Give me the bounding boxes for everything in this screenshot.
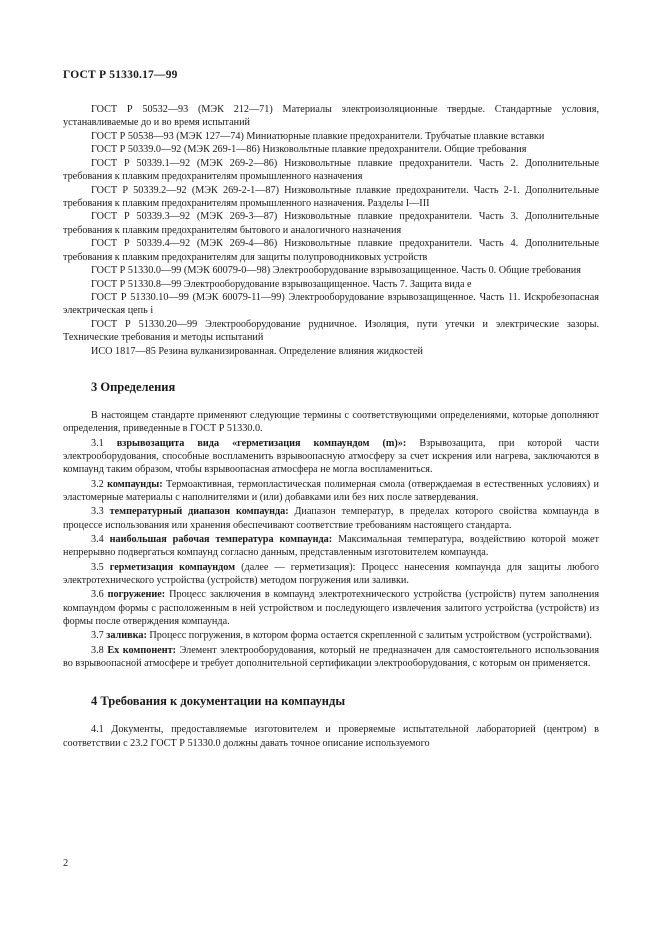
definition-text: (далее — герметизация): Процесс нанесения компаунда для защиты любого электротехнического устройства (устройств) методом погружения или заливки. <box>63 561 600 586</box>
page-number: 2 <box>63 858 69 869</box>
definition-text: Элемент электрооборудования, который не предназначен для самостоятельного использования во взрывоопасной атмосфере и требует дополнительной сертификации электрооборудования, с которым он применяется. <box>63 644 600 670</box>
reference-item: ГОСТ Р 50532—93 (МЭК 212—71) Материалы электроизоляционные твердые. Стандартные условия, устанавливаемые до и во время испытаний <box>63 104 599 129</box>
reference-item: ГОСТ Р 50339.3—92 (МЭК 269-3—87) Низковольтные плавкие предохранители. Часть 3. Дополнительные требования к плавким предохранителям бытового и аналогичного назначения <box>63 211 599 236</box>
definition-number: 3.8 <box>91 644 104 656</box>
definition-text: Процесс погружения, в котором форма остается скрепленной с залитым устройством (устройствами). <box>149 630 592 642</box>
definition-text: Диапазон температур, в пределах которого свойства компаунда в процессе использования или хранения обеспечивают соответствие требованиям настоящего стандарта. <box>63 506 600 531</box>
definition-number: 3.2 <box>91 478 104 490</box>
reference-item: ГОСТ Р 51330.8—99 Электрооборудование взрывозащищенное. Часть 7. Защита вида e <box>91 278 472 290</box>
reference-item: ГОСТ Р 50339.4—92 (МЭК 269-4—86) Низковольтные плавкие предохранители. Часть 4. Дополнительные требования к плавким предохранителям для защиты полупроводниковых устройств <box>63 238 599 263</box>
section-4-title: 4 Требования к документации на компаунды <box>91 694 346 709</box>
section-4-paragraph: 4.1 Документы, предоставляемые изготовителем и проверяемые испытательной лабораторией (центром) в соответствии с 23.2 ГОСТ Р 51330.0 должны давать точное описание используемого <box>63 724 599 749</box>
section-3-title: 3 Определения <box>91 380 176 395</box>
definition-term: Ex компонент: <box>107 644 176 656</box>
reference-item: ГОСТ Р 51330.10—99 (МЭК 60079-11—99) Электрооборудование взрывозащищенное. Часть 11. Искробезопасная электрическая цепь i <box>63 292 599 317</box>
definition-number: 3.7 <box>91 630 104 642</box>
normative-references <box>63 103 599 358</box>
reference-item: ГОСТ Р 50339.1—92 (МЭК 269-2—86) Низковольтные плавкие предохранители. Часть 2. Дополнительные требования к плавким предохранителям промышленного назначения <box>63 157 599 183</box>
definition-term: заливка: <box>106 630 147 642</box>
definition-term: компаунды: <box>107 478 163 490</box>
definition-term: наибольшая рабочая температура компаунда: <box>109 534 333 546</box>
definition-item <box>63 561 599 588</box>
definition-item <box>63 588 599 628</box>
section-3-intro: В настоящем стандарте применяют следующие термины с соответствующими определениями, которые дополняют определения, приведенные в ГОСТ Р 51330.0. <box>63 410 599 435</box>
section-3-body <box>63 409 599 670</box>
definition-term: погружение: <box>107 589 166 601</box>
definition-number: 3.5 <box>91 561 104 573</box>
definition-text: Процесс заключения в компаунд электротехнического устройства (устройств) путем заполнения компаундом формы с расположенным в ней устройством и последующего извлечения залитого устройства (устройств) из формы после отверждения компаунда. <box>63 589 600 627</box>
reference-item: ИСО 1817—85 Резина вулканизированная. Определение влияния жидкостей <box>91 345 424 357</box>
reference-item: ГОСТ Р 51330.20—99 Электрооборудование рудничное. Изоляция, пути утечки и электрические зазоры. Технические требования и методы испытаний <box>63 318 599 344</box>
reference-item: ГОСТ Р 50339.2—92 (МЭК 269-2-1—87) Низковольтные плавкие предохранители. Часть 2-1. Дополнительные требования к плавким предохранителям промышленного назначения. Разделы I—III <box>63 184 599 209</box>
definition-term: взрывозащита вида «герметизация компаундом (m)»: <box>116 437 407 449</box>
definition-item <box>63 505 599 532</box>
definition-number: 3.6 <box>91 589 104 601</box>
definition-item <box>63 533 599 560</box>
reference-item: ГОСТ Р 50339.0—92 (МЭК 269-1—86) Низковольтные плавкие предохранители. Общие требования <box>91 144 527 156</box>
definition-item <box>63 478 599 505</box>
reference-item: ГОСТ Р 51330.0—99 (МЭК 60079-0—98) Электрооборудование взрывозащищенное. Часть 0. Общие требования <box>91 265 581 277</box>
section-4-body <box>63 723 599 750</box>
definition-term: герметизация компаундом <box>109 561 236 573</box>
definition-text: Термоактивная, термопластическая полимерная смола (отверждаемая в естественных условиях) и эластомерные материалы с наполнителями и (или) добавками или без них после затвердевания. <box>63 478 600 503</box>
definition-number: 3.4 <box>91 534 104 546</box>
definition-number: 3.3 <box>91 506 104 518</box>
definition-text: Максимальная температура, воздействию которой может непрерывно подвергаться компаунд согласно данным, представленным изготовителем компаунда. <box>63 534 600 559</box>
document-header: ГОСТ Р 51330.17—99 <box>63 69 178 81</box>
definition-text: Взрывозащита, при которой части электрооборудования, способные воспламенить взрывоопасную атмосферу за счет искрения или нагрева, заключаются в компаунд таким образом, чтобы взрывоопасная атмосфера не могла воспламениться. <box>63 437 600 476</box>
definition-item <box>63 437 599 477</box>
definition-term: температурный диапазон компаунда: <box>109 506 289 518</box>
definition-item <box>63 629 599 642</box>
definition-number: 3.1 <box>91 437 104 449</box>
reference-item: ГОСТ Р 50538—93 (МЭК 127—74) Миниатюрные плавкие предохранители. Трубчатые плавкие вставки <box>91 130 545 142</box>
definition-item <box>63 644 599 671</box>
